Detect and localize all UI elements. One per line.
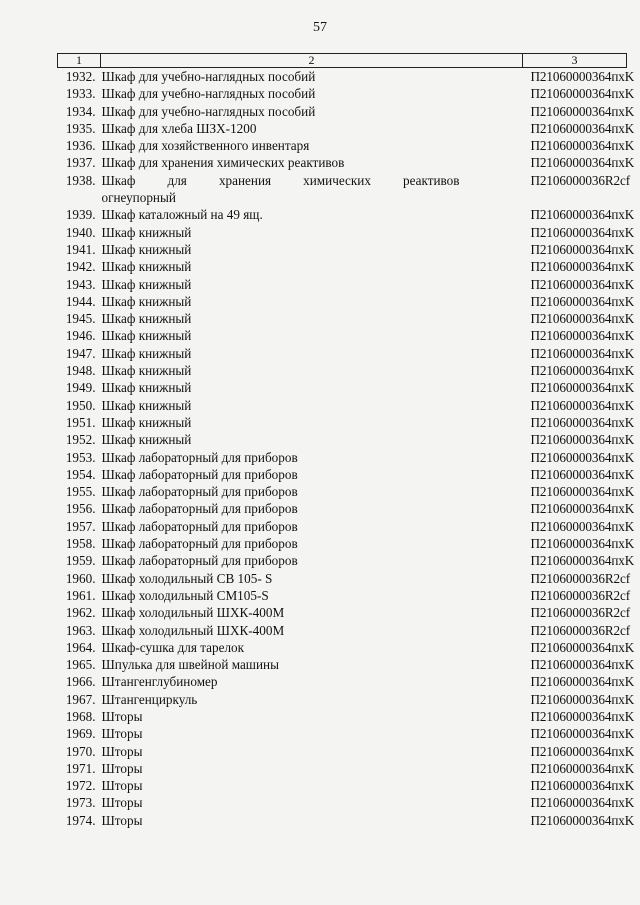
row-number: 1963. (65, 622, 96, 638)
item-name: Шкаф книжный (101, 311, 192, 327)
item-name: Шкаф лабораторный для приборов (101, 518, 298, 534)
item-name: Шторы (101, 743, 143, 759)
table-row (58, 518, 627, 535)
item-name-word: реактивов (403, 172, 460, 188)
item-code: П21060000364пxK (530, 553, 635, 569)
table-row (58, 362, 627, 379)
table-row (58, 345, 627, 362)
item-code: П21060000364пxK (530, 311, 635, 327)
row-number: 1964. (65, 639, 96, 655)
item-name-line (102, 172, 460, 189)
table-row (58, 639, 627, 656)
item-code: П2106000036R2cf (530, 622, 631, 638)
table-row (58, 154, 627, 171)
item-code: П21060000364пxK (530, 138, 635, 154)
item-name: Шпулька для швейной машины (101, 657, 279, 673)
item-name: Шкаф книжный (101, 380, 192, 396)
item-name: Шкаф книжный (101, 293, 192, 309)
header-col-1: 1 (58, 54, 101, 68)
item-name: Шкаф лабораторный для приборов (101, 466, 298, 482)
inventory-table (57, 53, 635, 829)
item-name: Шкаф для хозяйственного инвентаря (101, 138, 310, 154)
table-row (58, 327, 627, 344)
row-number: 1934. (65, 103, 96, 119)
item-code: П21060000364пxK (530, 743, 635, 759)
item-code: П21060000364пxK (530, 518, 635, 534)
row-number: 1944. (65, 293, 96, 309)
item-code: П2106000036R2cf (530, 605, 631, 621)
item-code: П21060000364пxK (530, 726, 635, 742)
item-name: Шкаф каталожный на 49 ящ. (101, 207, 263, 223)
row-number: 1935. (65, 120, 96, 136)
item-name: Шкаф холодильный ШХК-400М (101, 605, 285, 621)
table-row (58, 570, 627, 587)
table-row (58, 691, 627, 708)
item-name-word: хранения (218, 172, 272, 188)
table-row (58, 172, 627, 207)
row-number: 1956. (65, 501, 96, 517)
item-name: Шторы (101, 778, 143, 794)
row-number: 1941. (65, 241, 96, 257)
row-number: 1970. (65, 743, 96, 759)
table-row (58, 708, 627, 725)
item-code: П21060000364пxK (530, 207, 635, 223)
item-code: П21060000364пxK (530, 328, 635, 344)
row-number: 1954. (65, 466, 96, 482)
item-code: П21060000364пxK (530, 155, 635, 171)
item-code: П21060000364пxK (530, 259, 635, 275)
item-name: Шторы (101, 812, 143, 828)
table-row (58, 673, 627, 690)
row-number: 1969. (65, 726, 96, 742)
item-name: Шкаф книжный (101, 224, 192, 240)
row-number: 1951. (65, 414, 96, 430)
table-row (58, 794, 627, 811)
item-name: Шкаф лабораторный для приборов (101, 501, 298, 517)
item-name-word: Шкаф (101, 172, 136, 188)
item-name: Штангенциркуль (101, 691, 198, 707)
item-code: П2106000036R2cf (530, 570, 631, 586)
row-number: 1937. (65, 155, 96, 171)
item-code: П21060000364пxK (530, 812, 635, 828)
item-name: Шкаф книжный (101, 363, 192, 379)
item-name: Шкаф книжный (101, 259, 192, 275)
item-code: П21060000364пxK (530, 241, 635, 257)
item-name: Шкаф холодильный СМ105-S (101, 587, 269, 603)
table-row (58, 483, 627, 500)
table-row (58, 224, 627, 241)
row-number: 1942. (65, 259, 96, 275)
item-name: Шкаф лабораторный для приборов (101, 536, 298, 552)
row-number: 1947. (65, 345, 96, 361)
table-row (58, 587, 627, 604)
item-name: Шкаф книжный (101, 241, 192, 257)
table-row (58, 743, 627, 760)
table-row (58, 466, 627, 483)
item-name: Шкаф для хлеба ШЗХ-1200 (101, 120, 257, 136)
item-code: П21060000364пxK (530, 345, 635, 361)
item-code: П21060000364пxK (530, 674, 635, 690)
table-row (58, 604, 627, 621)
table-row (58, 310, 627, 327)
row-number: 1955. (65, 484, 96, 500)
table-row (58, 431, 627, 448)
item-name: Шторы (101, 795, 143, 811)
row-number: 1957. (65, 518, 96, 534)
table-body (58, 68, 635, 830)
row-number: 1948. (65, 363, 96, 379)
table-row (58, 85, 627, 102)
item-code: П21060000364пxK (530, 69, 635, 84)
row-number: 1950. (65, 397, 96, 413)
row-number: 1953. (65, 449, 96, 465)
item-name-continuation: огнеупорный (101, 190, 176, 206)
row-number: 1945. (65, 311, 96, 327)
table-row (58, 397, 627, 414)
table-row (58, 68, 627, 86)
item-name: Шкаф для учебно-наглядных пособий (101, 103, 316, 119)
item-code: П21060000364пxK (530, 103, 635, 119)
row-number: 1974. (65, 812, 96, 828)
item-code: П21060000364пxK (530, 795, 635, 811)
row-number: 1932. (65, 69, 96, 84)
item-name: Шкаф для хранения химических реактивов (101, 155, 345, 171)
row-number: 1959. (65, 553, 96, 569)
item-code: П21060000364пxK (530, 639, 635, 655)
item-name: Шкаф книжный (101, 432, 192, 448)
item-code: П21060000364пxK (530, 120, 635, 136)
item-code: П21060000364пxK (530, 484, 635, 500)
table-row (58, 103, 627, 120)
table-row (58, 258, 627, 275)
row-number: 1971. (65, 760, 96, 776)
item-name: Шкаф-сушка для тарелок (101, 639, 245, 655)
item-code: П21060000364пxK (530, 363, 635, 379)
row-number: 1960. (65, 570, 96, 586)
item-code: П21060000364пxK (530, 691, 635, 707)
table-header (58, 54, 627, 68)
table-row (58, 414, 627, 431)
row-number: 1952. (65, 432, 96, 448)
item-code: П21060000364пxK (530, 432, 635, 448)
item-name: Шкаф книжный (101, 414, 192, 430)
row-number: 1943. (65, 276, 96, 292)
item-name: Шкаф для учебно-наглядных пособий (101, 69, 316, 84)
table-row (58, 760, 627, 777)
item-code: П21060000364пxK (530, 224, 635, 240)
table-row (58, 622, 627, 639)
item-name: Шкаф холодильный СВ 105- S (101, 570, 273, 586)
row-number: 1946. (65, 328, 96, 344)
table-row (58, 552, 627, 569)
item-name (101, 172, 523, 207)
item-name: Шкаф книжный (101, 397, 192, 413)
table-row (58, 725, 627, 742)
table-row (58, 500, 627, 517)
row-number: 1961. (65, 587, 96, 603)
row-number: 1939. (65, 207, 96, 223)
row-number: 1949. (65, 380, 96, 396)
table-row (58, 241, 627, 258)
table-row (58, 656, 627, 673)
page-number: 57 (313, 20, 327, 35)
item-code: П21060000364пxK (530, 449, 635, 465)
item-name: Шторы (101, 760, 143, 776)
row-number: 1966. (65, 674, 96, 690)
item-name: Шкаф книжный (101, 328, 192, 344)
row-number: 1968. (65, 708, 96, 724)
row-number: 1962. (65, 605, 96, 621)
table-row (58, 379, 627, 396)
item-name: Шкаф лабораторный для приборов (101, 484, 298, 500)
row-number: 1938. (65, 172, 96, 188)
table-row (58, 276, 627, 293)
row-number: 1965. (65, 657, 96, 673)
item-name: Шкаф холодильный ШХК-400М (101, 622, 285, 638)
row-number: 1940. (65, 224, 96, 240)
item-code: П21060000364пxK (530, 536, 635, 552)
table-row (58, 812, 627, 829)
item-name: Шкаф для учебно-наглядных пособий (101, 86, 316, 102)
row-number: 1973. (65, 795, 96, 811)
table-row (58, 535, 627, 552)
item-code: П21060000364пxK (530, 380, 635, 396)
item-name: Шторы (101, 708, 143, 724)
row-number: 1967. (65, 691, 96, 707)
item-name-word: химических (303, 172, 371, 188)
table-row (58, 293, 627, 310)
item-name: Шкаф книжный (101, 345, 192, 361)
row-number: 1936. (65, 138, 96, 154)
item-code: П21060000364пxK (530, 276, 635, 292)
row-number: 1933. (65, 86, 96, 102)
item-code: П21060000364пxK (530, 501, 635, 517)
item-code: П21060000364пxK (530, 414, 635, 430)
item-name: Шкаф лабораторный для приборов (101, 449, 298, 465)
item-code: П2106000036R2cf (530, 172, 631, 188)
item-name: Шкаф лабораторный для приборов (101, 553, 298, 569)
item-name: Шторы (101, 726, 143, 742)
table-row (58, 777, 627, 794)
item-code: П2106000036R2cf (530, 587, 631, 603)
item-name-word: для (167, 172, 187, 188)
item-code: П21060000364пxK (530, 778, 635, 794)
item-code: П21060000364пxK (530, 293, 635, 309)
item-code: П21060000364пxK (530, 86, 635, 102)
item-code: П21060000364пxK (530, 708, 635, 724)
table-row (58, 137, 627, 154)
table-row (58, 120, 627, 137)
item-code: П21060000364пxK (530, 466, 635, 482)
table-row (58, 206, 627, 223)
header-col-2: 2 (101, 54, 523, 68)
table-row (58, 449, 627, 466)
item-code: П21060000364пxK (530, 397, 635, 413)
row-number: 1972. (65, 778, 96, 794)
item-name: Шкаф книжный (101, 276, 192, 292)
header-col-3: 3 (523, 54, 627, 68)
item-name: Штангенглубиномер (101, 674, 218, 690)
row-number: 1958. (65, 536, 96, 552)
item-code: П21060000364пxK (530, 657, 635, 673)
item-code: П21060000364пxK (530, 760, 635, 776)
